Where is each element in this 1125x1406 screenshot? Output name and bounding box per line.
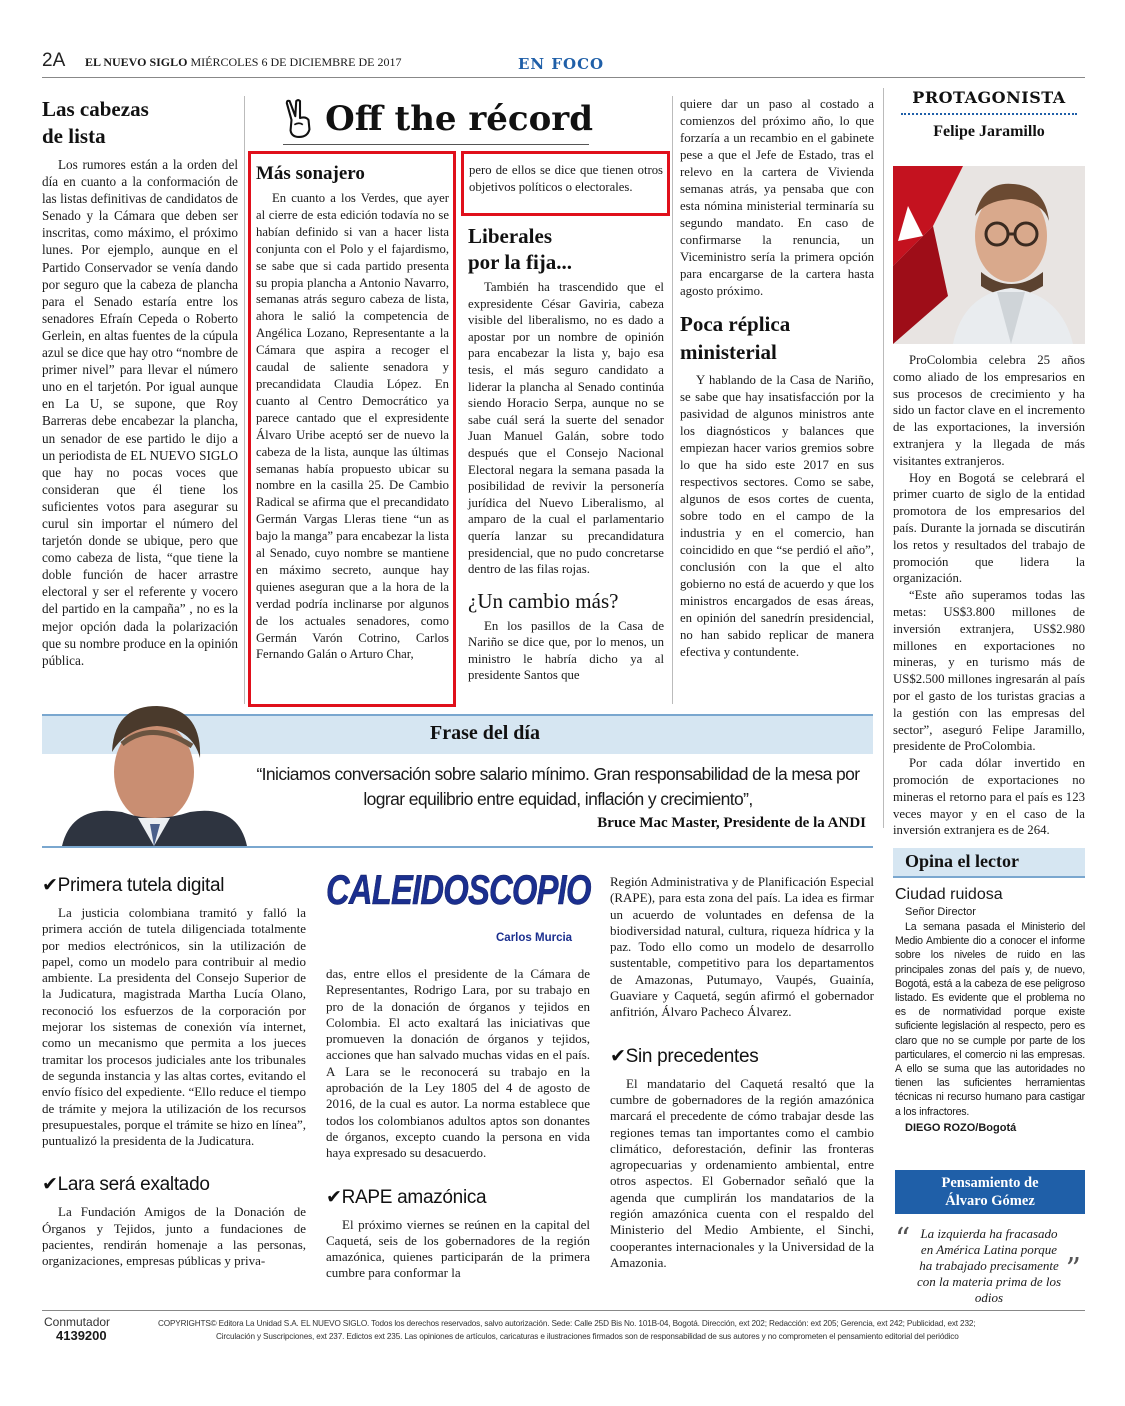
item-body: La justicia colombiana tramitó y falló la primera acción de tutela diligenciada totalmente por medios electrónicos, sin la utilización de papel, como un modelo para contribuir al medio ambiente. La presidenta del Consejo Superior de la Judicatura, magistrada Martha Lucía Olano, reconoció los esfuerzos de la corporación por mejorar los sistemas de conexión vía internet, como un mecanismo que permita a los jueces tramitar los procesos judiciales ante los tribunales de segunda instancia y las altas cortes, evitando el envío físico del expediente. “Ello reduce el tiempo de trámite y mejora la utilización de los recursos presupuestales, porque el trámite se hizo en línea”, puntualizó la presidenta de la Judicatura. bbox=[42, 905, 306, 1149]
portrait-image bbox=[42, 700, 247, 846]
item-body: das, entre ellos el presidente de la Cámara de Representantes, Rodrigo Lara, por su trabajo en pro de la donación de órganos y tejidos en Colombia. El acto exaltará las iniciativas que promueven la donación de órganos y tejidos, acciones que han salvado muchas vidas en el país. A Lara se le reconocerá su trabajo en la aprobación de la Ley 1805 del 4 de agosto de 2016, de la cual es autor. La norma establece que todos los colombianos adultos aptos son donantes de órganos, excepto cuando la persona en vida haya expresado su desacuerdo. bbox=[326, 966, 590, 1161]
pensamiento-quote-box bbox=[893, 1222, 1085, 1305]
paper-name: EL NUEVO SIGLO bbox=[85, 55, 188, 69]
article-body: También ha trascendido que el expresidente César Gaviria, cabeza visible del liberalismo, no es dado a apostar por un nombre de opinión para encabezar la lista y, bajo esa tesis, el más seguro candidato a liderar la plancha al Senado continúa siendo Horacio Serpa, aunque no se sabe cuál será la suerte del senador Juan Manuel Galán, sobre todo después que el Consejo Nacional Electoral negara la semana pasada la posibilidad de revivir la personería jurídica del Nuevo Liberalismo, al amparo de la cual el parlamentario quería lanzar su precandidatura presidencial, que no pudo concretarse dentro de las filas rojas. bbox=[468, 280, 664, 577]
item-title: Lara será exaltado bbox=[57, 1174, 210, 1196]
item-title: Primera tutela digital bbox=[57, 875, 225, 896]
column-divider bbox=[244, 96, 245, 704]
close-quote-icon: ” bbox=[1065, 1252, 1081, 1287]
pensamiento-quote: La izquierda ha fracasado en América Latina porque ha trabajado precisamente con la materia prima de los odios bbox=[916, 1226, 1062, 1305]
article-title: Poca réplica bbox=[680, 312, 791, 336]
caleidoscopio-author: Carlos Murcia bbox=[496, 932, 573, 944]
protagonista-label: PROTAGONISTA bbox=[912, 88, 1066, 107]
item-body: Región Administrativa y de Planificación Especial (RAPE), para esta zona del país. La idea es firmar un acuerdo de voluntades en defensa de la biodiversidad natural, cultura, riqueza hídrica y la paz. Todo ello como un modelo de desarrollo sustentable, competitivo para los departamentos de Amazonas, Putumayo, Vaupés, Guainía, Guaviare y Caquetá, según afirmó el gobernador anfitrión, Álvaro Pacheco Álvarez. bbox=[610, 874, 874, 1020]
quote-line: lograr equilibrio entre equidad, inflación y crecimiento”, bbox=[363, 789, 753, 809]
article-body: Por cada dólar invertido en promoción de exportaciones no mineras el retorno para el país es 123 veces mayor y en el caso de la inversión extranjera es de 264. bbox=[893, 756, 1085, 838]
victory-hand-icon bbox=[283, 98, 315, 140]
protagonista-box bbox=[893, 88, 1085, 141]
protagonista-name: Felipe Jaramillo bbox=[933, 123, 1045, 140]
checkmark-icon: ✔ bbox=[326, 1185, 342, 1208]
letter-salutation: Señor Director bbox=[905, 906, 976, 918]
item-body: El mandatario del Caquetá resaltó que la cumbre de gobernadores de la región amazónica marcará el precedente de cómo trabajar desde las regiones temas tan importantes como el cambio climático, deforestación, definir las fronteras agropecuarias y ordenamiento ambiental, entre otros aspectos. El Gobernador señaló que la agenda que cumplirán los mandatarios de la región amazónica cuenta con el respaldo del Ministerio del Medio Ambiente, el Sinchi, cooperantes internacionales y la Universidad de la Amazonia. bbox=[610, 1075, 874, 1270]
frase-photo bbox=[42, 700, 247, 846]
caleidoscopio-title: CALEIDOSCOPIO bbox=[326, 866, 591, 913]
article-poca-replica bbox=[680, 96, 874, 661]
letter-title: Ciudad ruidosa bbox=[895, 886, 1003, 903]
article-body: quiere dar un paso al costado a comienzos del próximo año, lo que forzaría a un recambio en el gabinete pese a que el Jefe de Estado, tras el relevo en la cartera de Vivienda semanas atrás, ya pensaba que con esta nómina ministerial terminaría su segundo mandato. En caso de confirmarse la renuncia, un Viceministro sería la primera opción para encargarse de la cartera hasta agosto próximo. bbox=[680, 97, 874, 298]
footer-phone: 4139200 bbox=[56, 1328, 107, 1343]
off-record-label: Off the récord bbox=[325, 99, 593, 139]
pensamiento-title: Pensamiento de bbox=[941, 1175, 1039, 1191]
article-title: por la fija... bbox=[468, 250, 573, 274]
article-body: En cuanto a los Verdes, que ayer al cierre de esta edición todavía no se habían definido si van a hacer lista conjunta con el Polo y el fajardismo, se sabe que si cada partido presenta su propia plancha a Antonio Navarro, semanas atrás seguro cabeza de lista, ahora le salió la competencia de Angélica Lozano, Representante a la Cámara que aspira a recoger el caudal de saliente senadora y precandidata Claudia López. En cuanto al Centro Democrático ya parece cantado que el expresidente Álvaro Uribe aceptó ser de nuevo la cabeza de la lista, aunque las últimas semanas había propuesto ubicar su nombre en la casilla 25. De Cambio Radical se afirma que el precandidato Germán Vargas Lleras tiene “un as bajo la manga” para encabezar la lista al Senado, cuyo nombre se mantiene en máximo secreto, aunque hay quienes aseguran que a la hora de la verdad podría inclinarse por algunos de los actuales senadores, como Germán Varón Cotrino, Carlos Fernando Galán o Arturo Char, bbox=[256, 191, 449, 662]
footer-rule bbox=[42, 1310, 1085, 1311]
opina-letter bbox=[895, 886, 1085, 1134]
header-rule bbox=[42, 77, 1085, 78]
letter-signature: DIEGO ROZO/Bogotá bbox=[905, 1121, 1017, 1134]
item-title: Sin precedentes bbox=[625, 1045, 759, 1067]
caleido-col-1 bbox=[42, 874, 306, 1270]
footer-legal bbox=[158, 1318, 1058, 1343]
checkmark-icon: ✔ bbox=[42, 1173, 58, 1196]
footer-line: COPYRIGHTS© Editora La Unidad S.A. EL NUEVO SIGLO. Todos los derechos reservados, salvo autorización. Sede: Calle 25D Bis No. 101B-04, Bogotá. Dirección, ext 202; Redacción: ext 205; Gerencia, ext 242; Publicidad, ext 232; bbox=[158, 1319, 976, 1328]
frase-bottom-rule bbox=[42, 846, 873, 848]
protagonista-text bbox=[893, 352, 1085, 839]
issue-date: MIÉRCOLES 6 DE DICIEMBRE DE 2017 bbox=[190, 55, 402, 69]
article-body: “Este año superamos todas las metas: US$3.800 millones de inversión extranjera, US$2.980 millones en exportaciones no mineras, y en turismo más de US$2.500 millones ingresarán al país por el gasto de los turistas gracias a la gestión con las empresas del sector”, aseguró Felipe Jaramillo, presidente de ProColombia. bbox=[893, 588, 1085, 754]
quote-line: “Iniciamos conversación sobre salario mínimo. Gran responsabilidad de la mesa por bbox=[256, 764, 860, 784]
caleidoscopio-masthead bbox=[326, 866, 592, 944]
frase-quote bbox=[250, 762, 866, 812]
pensamiento-header bbox=[895, 1170, 1085, 1214]
portrait-image bbox=[893, 166, 1085, 344]
off-record-title bbox=[283, 96, 593, 142]
item-title: RAPE amazónica bbox=[341, 1186, 487, 1208]
footer-line: Circulación y Suscripciones, ext 237. Edictos ext 235. Las opiniones de artículos, caricaturas e ilustraciones firmados son de responsabilidad de sus autores y no comprometen el pensamiento editorial del periódico bbox=[216, 1331, 959, 1341]
open-quote-icon: “ bbox=[895, 1222, 911, 1257]
title-rule bbox=[283, 144, 589, 145]
frase-author: Bruce Mac Master, Presidente de la ANDI bbox=[597, 815, 866, 831]
section-title: EN FOCO bbox=[518, 55, 605, 73]
article-title: Liberales bbox=[468, 224, 552, 248]
caleido-col-2 bbox=[326, 966, 590, 1282]
article-liberales bbox=[468, 223, 664, 684]
protagonista-photo bbox=[893, 166, 1085, 344]
item-body: El próximo viernes se reúnen en la capital del Caquetá, seis de los gobernadores de la región amazónica, quienes participarán de la primera cumbre para conformar la bbox=[326, 1216, 590, 1281]
letter-body: La semana pasada el Ministerio del Medio Ambiente dio a conocer el informe sobre los niveles de ruido en las principales zonas del país y, de nuevo, Bogotá, está a la cabeza de ese peligroso listado. Es evidente que el problema no es de normatividad porque existe suficiente legislación al respecto, pero es claro que no se cumple por parte de los particulares, el comercio ni las empresas. A ello se suma que las autoridades no tienen las suficientes herramientas técnicas ni recurso humano para castigar a los infractores. bbox=[895, 921, 1085, 1118]
column-divider bbox=[672, 96, 673, 704]
footer-label: Conmutador bbox=[44, 1315, 111, 1329]
page-number: 2A bbox=[42, 50, 66, 71]
article-title: Las cabezas bbox=[42, 97, 149, 121]
caleido-col-3 bbox=[610, 874, 874, 1271]
frase-title: Frase del día bbox=[430, 722, 540, 744]
article-body: ProColombia celebra 25 años como aliado de los empresarios en sus procesos de crecimiento y ha sido un factor clave en el incremento de las exportaciones, la inversión extranjera y la llegada de más visitantes extranjeros. bbox=[893, 353, 1085, 468]
dotted-rule bbox=[901, 113, 1077, 115]
article-cabezas bbox=[42, 96, 238, 669]
opina-title: Opina el lector bbox=[905, 851, 1019, 871]
article-body: Los rumores están a la orden del día en cuanto a la conformación de las listas definitivas de candidatos de Senado y la Cámara que deben ser inscritas, como máximo, el próximo lunes. Por ejemplo, aunque en el Partido Conservador se venía dando por seguro que la cabeza de plancha para el Senado estaría entre los senadores Efraín Cepeda o Roberto Gerlein, en altas fuentes de la cúpula azul se dice que hay otro “nombre de primer nivel” para llevar el número uno en el tarjetón. Por igual aunque en La U, se supone, que Roy Barreras debe encabezar la plancha, un senador de ese partido le dijo a un periodista de EL NUEVO SIGLO que hay no pocas voces que consideran que él tiene los suficientes votos para asegurar su curul sin importar el número del tarjetón donde se ubique, pero que como cabeza de lista, “que tiene la doble función de hacer arrastre electoral y ser el referente y vocero del partido en la campaña” , no es la mejor opción dada la polarización que su nombre produce en la opinión pública. bbox=[42, 157, 238, 668]
article-body: En los pasillos de la Casa de Nariño se dice que, por lo menos, un ministro le habría dicho ya al presidente Santos que bbox=[468, 618, 664, 683]
item-body: La Fundación Amigos de la Donación de Órganos y Tejidos, junto a fundaciones de pacientes, rendirán homenaje a las personas, organizaciones, empresas públicas y priva- bbox=[42, 1204, 306, 1269]
checkmark-icon: ✔ bbox=[610, 1044, 626, 1067]
checkmark-icon: ✔ bbox=[42, 874, 58, 896]
article-body: Hoy en Bogotá se celebrará el primer cuarto de siglo de la entidad promotora de los empresarios del país. Durante la jornada se discutirán los retos y resultados del trabajo de promoción que lidera la organización. bbox=[893, 470, 1085, 586]
article-title: ¿Un cambio más? bbox=[468, 588, 619, 613]
article-title: de lista bbox=[42, 124, 106, 148]
article-title: ministerial bbox=[680, 340, 777, 364]
opina-rule bbox=[893, 876, 1085, 878]
column-divider bbox=[883, 88, 884, 828]
pensamiento-title: Álvaro Gómez bbox=[945, 1193, 1035, 1209]
article-body: Y hablando de la Casa de Nariño, se sabe que hay insatisfacción por la pasividad de algunos ministros ante los diagnósticos y balances que empiezan hacer varios gremios sobre lo que ha sido este 2017 en sus respectivos sectores. Como se sabe, algunos de esos cortes de cuenta, sobre todo en el campo de la industria y en el comercio, han coincidido en que “se perdió el año”, conclusión con la que el alto gobierno no está de acuerdo y que los ministros encargados de esas áreas, en opinión del sanedrín presidencial, no han sabido replicar de manera efectiva y contundente. bbox=[680, 373, 874, 659]
article-title: Más sonajero bbox=[256, 163, 365, 184]
article-sonajero bbox=[256, 162, 449, 663]
continued-text: pero de ellos se dice que tienen otros objetivos políticos o electorales. bbox=[469, 163, 663, 194]
